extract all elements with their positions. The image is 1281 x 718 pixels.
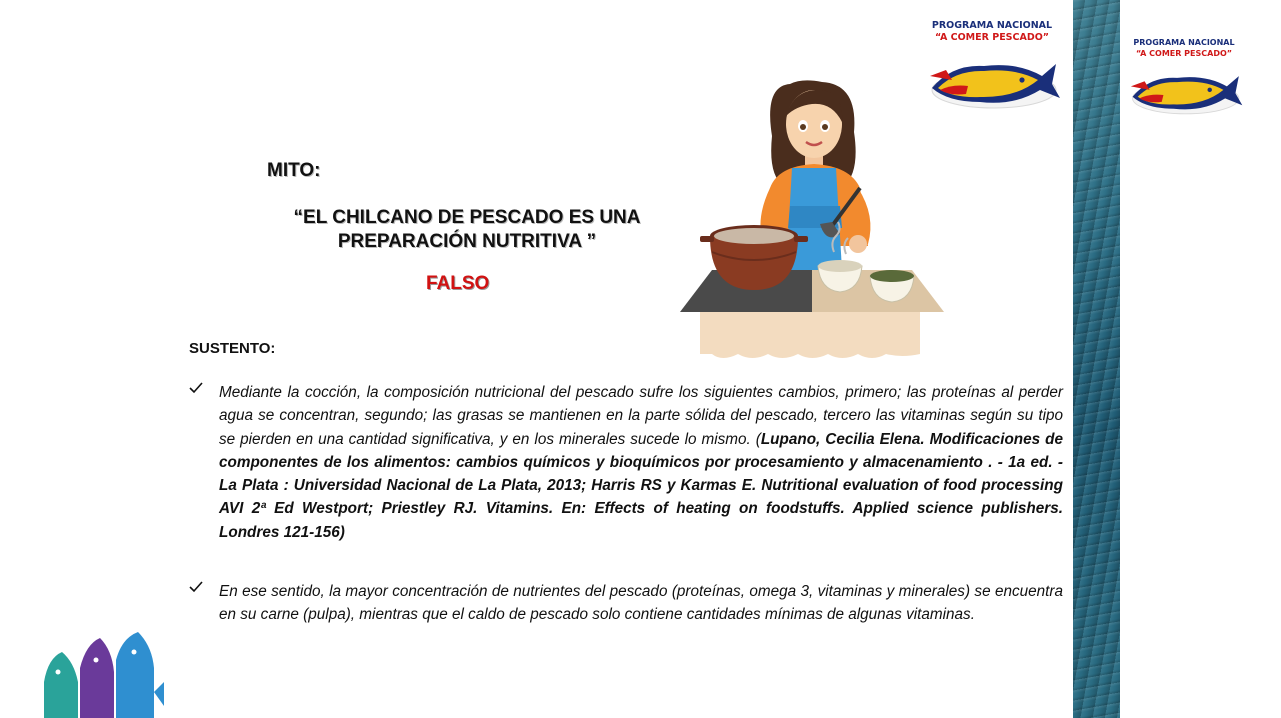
verdict-label: FALSO — [426, 273, 490, 294]
logo-subtitle: “A COMER PESCADO” — [1135, 49, 1233, 58]
bullet-text — [219, 381, 1063, 544]
water-texture-strip — [1073, 0, 1120, 718]
logo-title: PROGRAMA NACIONAL — [1133, 38, 1235, 47]
list-item — [189, 580, 1063, 655]
check-icon — [189, 580, 207, 602]
bullet-intro: En ese sentido, la mayor concentración de nutrientes del pescado (proteínas, omega 3, vitaminas y minerales) se encuentra en su carne (pulpa), mientras que el caldo de pescado solo contiene cantidades mínimas de algunas vitaminas. — [219, 583, 1063, 624]
logo-title: PROGRAMA NACIONAL — [931, 20, 1053, 31]
list-item — [189, 381, 1063, 561]
program-logo-secondary — [1124, 34, 1244, 118]
fish-logo-icon — [1124, 60, 1244, 118]
woman-cooking-illustration — [672, 76, 948, 364]
fish-decoration — [40, 632, 170, 718]
logo-subtitle: “A COMER PESCADO” — [934, 32, 1050, 43]
bullet-intro: Mediante la cocción, la composición nutricional del pescado sufre los siguientes cambios, primero; las proteínas al perder agua se concentran, segundo; las grasas se mantienen en la parte sólida del pescado, tercero las vitaminas según su tipo se pierden en una cantidad significativa, y en los minerales sucede lo mismo. ( — [219, 384, 1063, 448]
support-heading: SUSTENTO: — [189, 340, 276, 357]
bullet-text — [219, 580, 1063, 627]
myth-claim: “EL CHILCANO DE PESCADO ES UNA PREPARACIÓN NUTRITIVA ” — [293, 207, 641, 252]
check-icon — [189, 381, 207, 403]
bullet-reference: Lupano, Cecilia Elena. Modificaciones de componentes de los alimentos: cambios químicos y bioquímicos por procesamiento y almacenamiento . - 1a ed. - La Plata : Universidad Nacional de La Plata, 2013; Harris RS y Karmas E. Nutritional evaluation of food processing AVI 2ª Ed Westport; Priestley RJ. Vitamins. En: Effects of heating on foodstuffs. Applied science publishers. Londres 121-156) — [219, 430, 1063, 541]
myth-label: MITO: — [267, 160, 321, 181]
